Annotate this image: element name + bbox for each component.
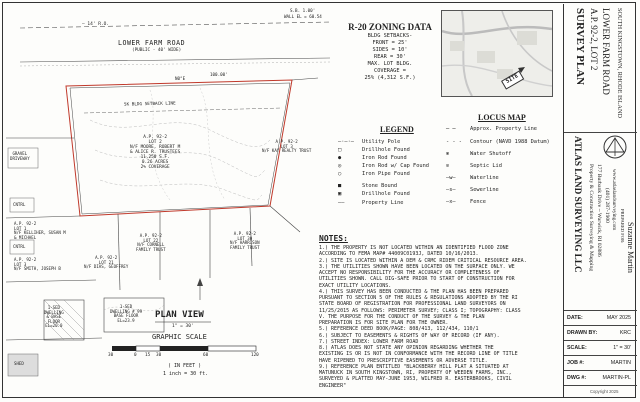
legend-item <box>338 200 403 206</box>
row-value: 1" = 30' <box>613 345 631 351</box>
legend-item <box>338 171 410 177</box>
legend-symbol: —w— <box>446 175 456 181</box>
row-value: MAY 2025 <box>606 315 631 321</box>
zoning-line: BLDG SETBACKS- <box>367 33 413 39</box>
scale-tick-1: 0 <box>134 353 137 358</box>
note-line: ACCEPT NO RESPONSIBILITY FOR THE ACCURACY OR COMPLETENESS OF <box>319 270 500 276</box>
note-line: EXACT UTILITY LOCATIONS. <box>319 282 392 289</box>
legend-label: Utility Pole <box>362 139 401 145</box>
title-town: SOUTH KINGSTOWN, RHODE ISLAND <box>616 8 623 119</box>
left-lot-label-2: A.P. 92-2 LOT 3 N/F SMITH, JOSEPH B <box>14 257 61 272</box>
legend-label: Iron Rod w/ Cap Found <box>362 163 429 169</box>
top-label-right-2: WALL EL = 60.54 <box>284 14 322 19</box>
title-divider <box>564 355 637 356</box>
scale-tick-5: 120 <box>251 353 259 358</box>
legend-symbol: ◎ <box>338 163 342 169</box>
legend-symbol: —s— <box>446 187 456 193</box>
title-divider <box>564 132 637 133</box>
legend-item <box>446 163 502 169</box>
bottom-lot-label-2: A.P. 92-2 LOT 22 N/F CORNELL FAMILY TRUST <box>136 233 166 252</box>
top-label-right-1: S.B. 1.00' <box>290 8 316 13</box>
site-lot-label: A.P. 92-2 LOT 2 N/F MOORE, ROBERT M & ALICE R. TRUSTEES 11,250 S.F. 0.26 ACRES 2% COVERAGE <box>130 135 181 170</box>
note-line: 9.) REFERENCE PLAN ENTITLED "BLACKBERRY HILL PLAT A SITUATED AT <box>319 363 509 370</box>
left-lot-note-4: SHED <box>14 361 24 366</box>
prepared-for-name: Suzanne Martin <box>626 222 635 273</box>
note-line: 3.) THE UTILITIES SHOWN HAVE BEEN LOCATED ON THE SURFACE ONLY. WE <box>319 263 515 270</box>
note-line: ENGINEER" <box>319 382 347 389</box>
title-divider <box>564 340 637 341</box>
note-line: PREPARATION IS FOR SITE PLAN FOR THE OWNER. <box>319 320 449 326</box>
title-road: LOWER FARM ROAD <box>601 8 611 95</box>
row-key: DRAWN BY: <box>567 330 598 336</box>
legend-symbol: —·—·— <box>338 139 354 145</box>
note-line: HAVE RIPENED TO PRESCRIPTIVE EASEMENTS OR ADVERSE TITLE. <box>319 357 488 364</box>
row-value: MARTIN-PL <box>602 375 631 381</box>
legend-label: Iron Pipe Found <box>362 171 410 177</box>
locus-map-drawing <box>442 11 552 96</box>
legend-label: Waterline <box>470 175 499 181</box>
zoning-line: SIDES = 10' <box>372 47 408 53</box>
legend-item <box>446 187 499 193</box>
legend-item <box>446 175 499 181</box>
legend-item <box>338 147 410 153</box>
road-width: (PUBLIC - 40' WIDE) <box>132 48 182 53</box>
zoning-title: R-20 ZONING DATA <box>348 22 432 32</box>
top-dimension: 100.00' <box>210 72 228 77</box>
note-line: 4.) THIS SURVEY HAS BEEN CONDUCTED & THE PLAN HAS BEEN PREPARED <box>319 288 509 295</box>
notes-heading: NOTES: <box>319 234 348 243</box>
right-lot-label: A.P. 92-2 LOT 3 N/F KAY REALTY TRUST <box>262 139 312 154</box>
legend-item <box>446 139 550 145</box>
legend-label: Water Shutoff <box>470 151 512 157</box>
zoning-line: FRONT = 25' <box>372 40 408 46</box>
note-line: STATE BOARD OF REGISTRATION FOR PROFESSIONAL LAND SURVEYORS ON <box>319 301 506 308</box>
notes-block <box>319 234 561 389</box>
title-ap-lot: A.P. 92-2, LOT 2 <box>589 8 599 71</box>
legend-symbol: ─ ─ <box>446 126 456 132</box>
legend-symbol: ▣ <box>338 191 342 197</box>
note-line: 6.) SUBJECT TO EASEMENTS & RIGHTS OF WAY OF RECORD (IF ANY). <box>319 332 500 339</box>
legend-label: Drillhole Found <box>362 147 410 153</box>
bottom-lot-label-3: A.P. 92-2 LOT 30 N/F HARRISON FAMILY TRUST <box>230 231 260 250</box>
legend-symbol: ■ <box>338 183 342 189</box>
note-line: 8.) ATLAS DOES NOT STATE ANY OPINION REGARDING WHETHER THE <box>319 345 494 351</box>
legend-item <box>338 155 407 161</box>
legend-title: LEGEND <box>380 125 414 134</box>
plan-title: SURVEY PLAN <box>574 8 586 86</box>
road-name: LOWER FARM ROAD <box>118 39 186 47</box>
locus-map-title: LOCUS MAP <box>478 113 526 122</box>
note-line: 2.) SITE IS LOCATED WITHIN A DEM & CRMC RIDEM CRITICAL RESOURCE AREA. <box>319 257 527 264</box>
scale-in-feet: ( IN FEET ) <box>168 363 202 369</box>
note-line: 11/25/2015 AS FOLLOWS: PERIMETER SURVEY; CLASS I; TOPOGRAPHY: CLASS <box>319 307 521 314</box>
note-line: 1.) THE PROPERTY IS NOT LOCATED WITHIN AN IDENTIFIED FLOOD ZONE <box>319 245 509 251</box>
scale-tick-3: 30 <box>156 353 162 358</box>
title-divider <box>564 310 637 311</box>
row-key: DWG #: <box>567 375 587 381</box>
legend-label: Iron Rod Found <box>362 155 407 161</box>
legend-item <box>446 151 511 157</box>
legend-item <box>338 163 429 169</box>
note-line: 5.) REFERENCE DEED BOOK/PAGE: 808/413, 112/434, 110/1 <box>319 326 479 333</box>
dwelling-label-1: 1-SED DWELLING & BASE FLOOR EL=20.0 <box>44 305 64 329</box>
note-line: V. THE PURPOSE FOR THE CONDUCT OF THE SURVEY & THE PLAN <box>319 313 485 320</box>
legend-label: Septic Lid <box>470 163 502 169</box>
top-label-left: — 14' R.O. <box>82 22 110 27</box>
legend-item <box>338 191 410 197</box>
zoning-line: COVERAGE = <box>374 68 406 74</box>
row-key: JOB #: <box>567 360 585 366</box>
legend-item <box>338 139 400 145</box>
left-lot-note-3: CNTRL <box>13 244 26 249</box>
company-website: www.atlaslandsurveying.com <box>611 169 617 231</box>
note-line: 7.) STREET INDEX: LOWER FARM ROAD <box>319 338 419 345</box>
graphic-scale-title: GRAPHIC SCALE <box>152 333 207 341</box>
legend-symbol: ⊙ <box>446 163 450 169</box>
legend-label: Approx. Property Line <box>470 126 537 132</box>
note-line: SURVEYED & PLATTED MAY-JUNE 1953, WILFRED R. EASTERBROOKS, CIVIL <box>319 376 512 383</box>
graphic-scale-bar <box>112 346 256 351</box>
company-name: ATLAS LAND SURVEYING LLC <box>573 136 583 273</box>
legend-symbol: —— <box>338 200 345 206</box>
bottom-lot-label-1: A.P. 92-2 LOT 21 N/F DIAS, GEOFFREY <box>84 255 129 270</box>
legend-symbol: ⊗ <box>446 151 450 157</box>
legend-item <box>338 183 397 189</box>
scale-inch-eq: 1 inch = 30 ft. <box>163 371 209 377</box>
scale-tick-4: 60 <box>203 353 209 358</box>
title-block <box>563 4 637 398</box>
row-value: MARTIN <box>610 360 631 366</box>
note-line: PURSUANT TO SECTION 5 OF THE RULES & REGULATIONS ADOPTED BY THE RI <box>319 295 518 301</box>
legend-label: Drillhole Found <box>362 191 410 197</box>
plan-view-title: PLAN VIEW <box>155 310 204 320</box>
note-line: UTILITIES SHOWN. CALL DIG-SAFE PRIOR TO START OF CONSTRUCTION FOR <box>319 276 515 283</box>
legend-label: Property Line <box>362 200 404 206</box>
scale-tick-2: 15 <box>145 353 151 358</box>
legend-label: Stone Bound <box>362 183 398 189</box>
left-lot-label-1: A.P. 92-2 LOT 1 N/F KELLIHER, SUSAN M & MICHAEL <box>14 221 66 240</box>
title-divider <box>564 325 637 326</box>
title-divider <box>564 385 637 386</box>
company-subtitle: Property & Construction Surveying & Mapping <box>588 164 594 272</box>
left-lot-note-2: CNTRL <box>13 202 26 207</box>
legend-symbol: - - - <box>446 139 462 145</box>
dwelling-label-2: 1-SED DWELLING # 99 BASE FLOOR EL=23.9 <box>110 304 143 323</box>
legend-label: Contour (NAVD 1988 Datum) <box>470 139 550 145</box>
row-value: KRC <box>619 330 631 336</box>
zoning-line: MAX. LOT BLDG. <box>367 61 413 67</box>
company-phone: (401) 287-1900 <box>604 188 610 223</box>
locus-site-label: SITE <box>501 70 524 89</box>
zoning-line: REAR = 30' <box>374 54 406 60</box>
row-key: SCALE: <box>567 345 587 351</box>
company-address: 177 Burbank Drive ~ Warwick, RI 02886 <box>596 164 602 257</box>
legend-symbol: □ <box>338 147 342 153</box>
scale-tick-0: 30 <box>108 353 114 358</box>
copyright: Copyright 2025 <box>590 389 619 394</box>
prepared-for-label: PREPARED FOR: <box>620 209 625 244</box>
legend-symbol: ● <box>338 155 342 161</box>
company-logo-icon <box>600 134 630 160</box>
note-line: ACCORDING TO FEMA MAP# 44009C0193J, DATED 10/16/2013. <box>319 251 479 258</box>
note-line: EXISTING IS OR IS NOT IN CONFORMANCE WITH THE RECORD LINE OF TITLE <box>319 351 518 358</box>
legend-label: Fence <box>470 199 486 205</box>
zoning-line: 25% (4,312 S.F.) <box>364 75 416 81</box>
top-bearing: N0°E <box>175 76 186 81</box>
legend-symbol: —x— <box>446 199 456 205</box>
legend-item <box>446 126 537 132</box>
note-line: MATUNUCK IN SOUTH KINGSTOWN, RI, PROPERTY OF WEEDEN FARMS, INC., <box>319 370 512 376</box>
setback-line-label: 5K BLDG SETBACK LINE <box>123 101 176 108</box>
legend-label: Sewerline <box>470 187 499 193</box>
locus-map <box>441 10 553 97</box>
zoning-data-block <box>340 22 440 81</box>
plan-view-scale: 1" = 30' <box>172 324 194 329</box>
legend-symbol: ○ <box>338 171 342 177</box>
left-lot-note-1: GRAVEL DRIVEWAY <box>10 151 30 161</box>
title-divider <box>564 370 637 371</box>
legend-item <box>446 199 486 205</box>
row-key: DATE: <box>567 315 583 321</box>
